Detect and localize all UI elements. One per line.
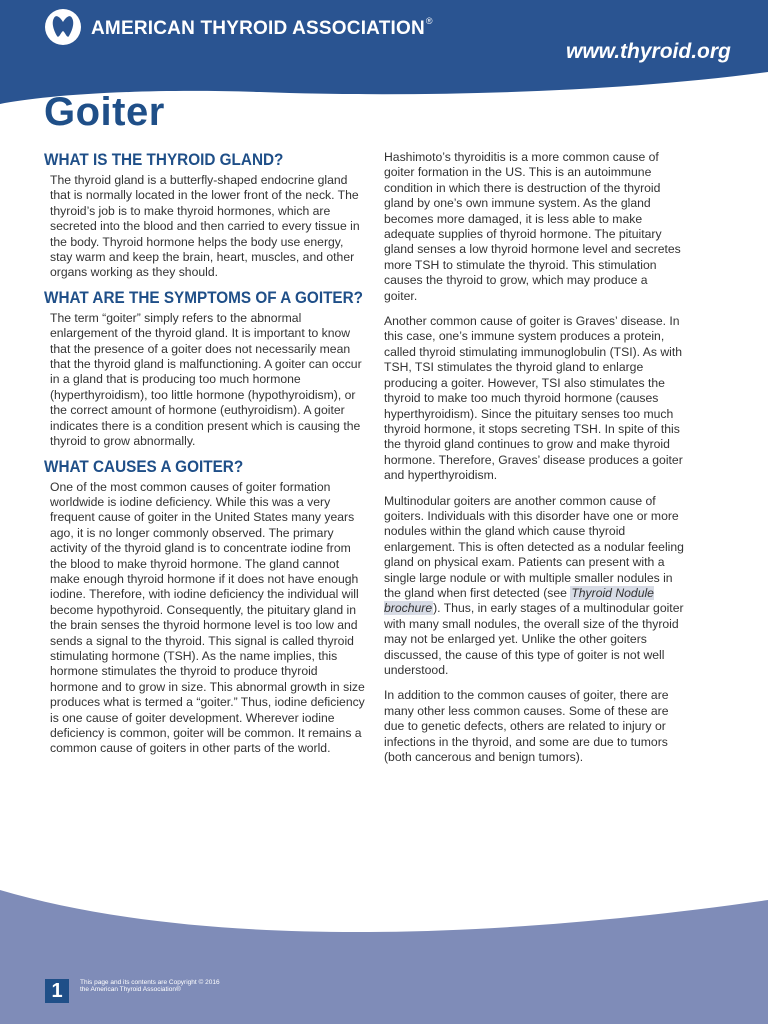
page-number: 1 — [45, 979, 69, 1003]
page-title: Goiter — [44, 90, 165, 134]
ata-logo-icon — [44, 8, 82, 46]
multinodular-text-a: Multinodular goiters are another common cause of goiters. Individuals with this disorder have one or more nodules within the gland which cause thyroid enlargement. This is often detected as a nodular feeling gland on physical exam. Patients can present with a single large nodule or with multiple smaller nodules in the gland when first detected (see — [384, 493, 684, 600]
left-column — [44, 150, 366, 764]
website-link[interactable]: www.thyroid.org — [566, 40, 731, 63]
copyright-notice: This page and its contents are Copyright © 2016 the American Thyroid Association® — [80, 979, 220, 994]
paragraph-hashimoto: Hashimoto’s thyroiditis is a more common cause of goiter formation in the US. This is an autoimmune condition in which there is destruction of the thyroid gland by one’s own immune system. As the gland becomes more damaged, it is less able to make adequate supplies of thyroid hormone. The pituitary gland senses a low thyroid hormone level and secretes more TSH to stimulate the thyroid. This stimulation causes the thyroid to grow, which may produce a goiter. — [384, 150, 681, 303]
paragraph-thyroid-gland: The thyroid gland is a butterfly-shaped endocrine gland that is normally located in the lower front of the neck. The thyroid’s job is to make thyroid hormones, which are secreted into the blood and then carried to every tissue in the body. Thyroid hormone helps the body use energy, stay warm and keep the brain, heart, muscles, and other organs working as they should. — [50, 173, 360, 280]
multinodular-text-b: ). Thus, in early stages of a multinodular goiter with many small nodules, the overall size of the thyroid may not be enlarged yet. Unlike the other goiters discussed, the cause of this type of goiter is not well understood. — [384, 601, 684, 677]
heading-symptoms: WHAT ARE THE SYMPTOMS OF A GOITER? — [44, 287, 364, 307]
paragraph-symptoms: The term “goiter” simply refers to the abnormal enlargement of the thyroid gland. It is important to know that the presence of a goiter does not necessarily mean that the thyroid gland is malfunctioning. A goiter can occur in a gland that is producing too much hormone (hyperthyroidism), too little hormone (hypothyroidism), or the correct amount of hormone (euthyroidism). A goiter indicates there is a condition present which is causing the thyroid to grow abnormally. — [50, 310, 362, 449]
heading-causes: WHAT CAUSES A GOITER? — [44, 456, 244, 476]
thyroid-nodule-brochure-link[interactable]: Thyroid Nodule brochure — [384, 585, 654, 616]
paragraph-other-causes: In addition to the common causes of goiter, there are many other less common causes. Some of these are due to genetic defects, others are related to injury or infections in the thyroid, and some are due to tumors (both cancerous and benign tumors). — [384, 688, 669, 765]
paragraph-multinodular — [384, 494, 684, 679]
paragraph-graves: Another common cause of goiter is Graves’ disease. In this case, one’s immune system produces a protein, called thyroid stimulating immunoglobulin (TSI). As with TSH, TSI stimulates the thyroid gland to enlarge producing a goiter. However, TSI also stimulates the thyroid to make too much thyroid hormone (causes hyperthyroidism). Since the pituitary senses too much thyroid hormone, it stops secreting TSH. In spite of this the thyroid gland continues to grow and make thyroid hormone. Therefore, Graves’ disease produces a goiter and hyperthyroidism. — [384, 314, 683, 483]
paragraph-causes: One of the most common causes of goiter formation worldwide is iodine deficiency. While this was a very frequent cause of goiter in the United States many years ago, it is no longer commonly observed. The primary activity of the thyroid gland is to concentrate iodine from the blood to make thyroid hormone. The gland cannot make enough thyroid hormone if it does not have enough iodine. Therefore, with iodine deficiency the individual will become hypothyroid. Consequently, the pituitary gland in the brain senses the thyroid hormone level is too low and sends a signal to the thyroid. This signal is called thyroid stimulating hormone (TSH). As the name implies, this hormone stimulates the thyroid to produce thyroid hormone and to grow in size. This abnormal growth in size produces what is termed a “goiter.” Thus, iodine deficiency is one cause of goiter development. Wherever iodine deficiency is common, goiter will be common. It remains a common cause of goiters in other parts of the world. — [50, 479, 365, 756]
heading-thyroid-gland: WHAT IS THE THYROID GLAND? — [44, 150, 284, 169]
right-column — [384, 150, 684, 775]
footer-band — [0, 850, 768, 1024]
organization-name: AMERICAN THYROID ASSOCIATION® — [91, 16, 433, 39]
